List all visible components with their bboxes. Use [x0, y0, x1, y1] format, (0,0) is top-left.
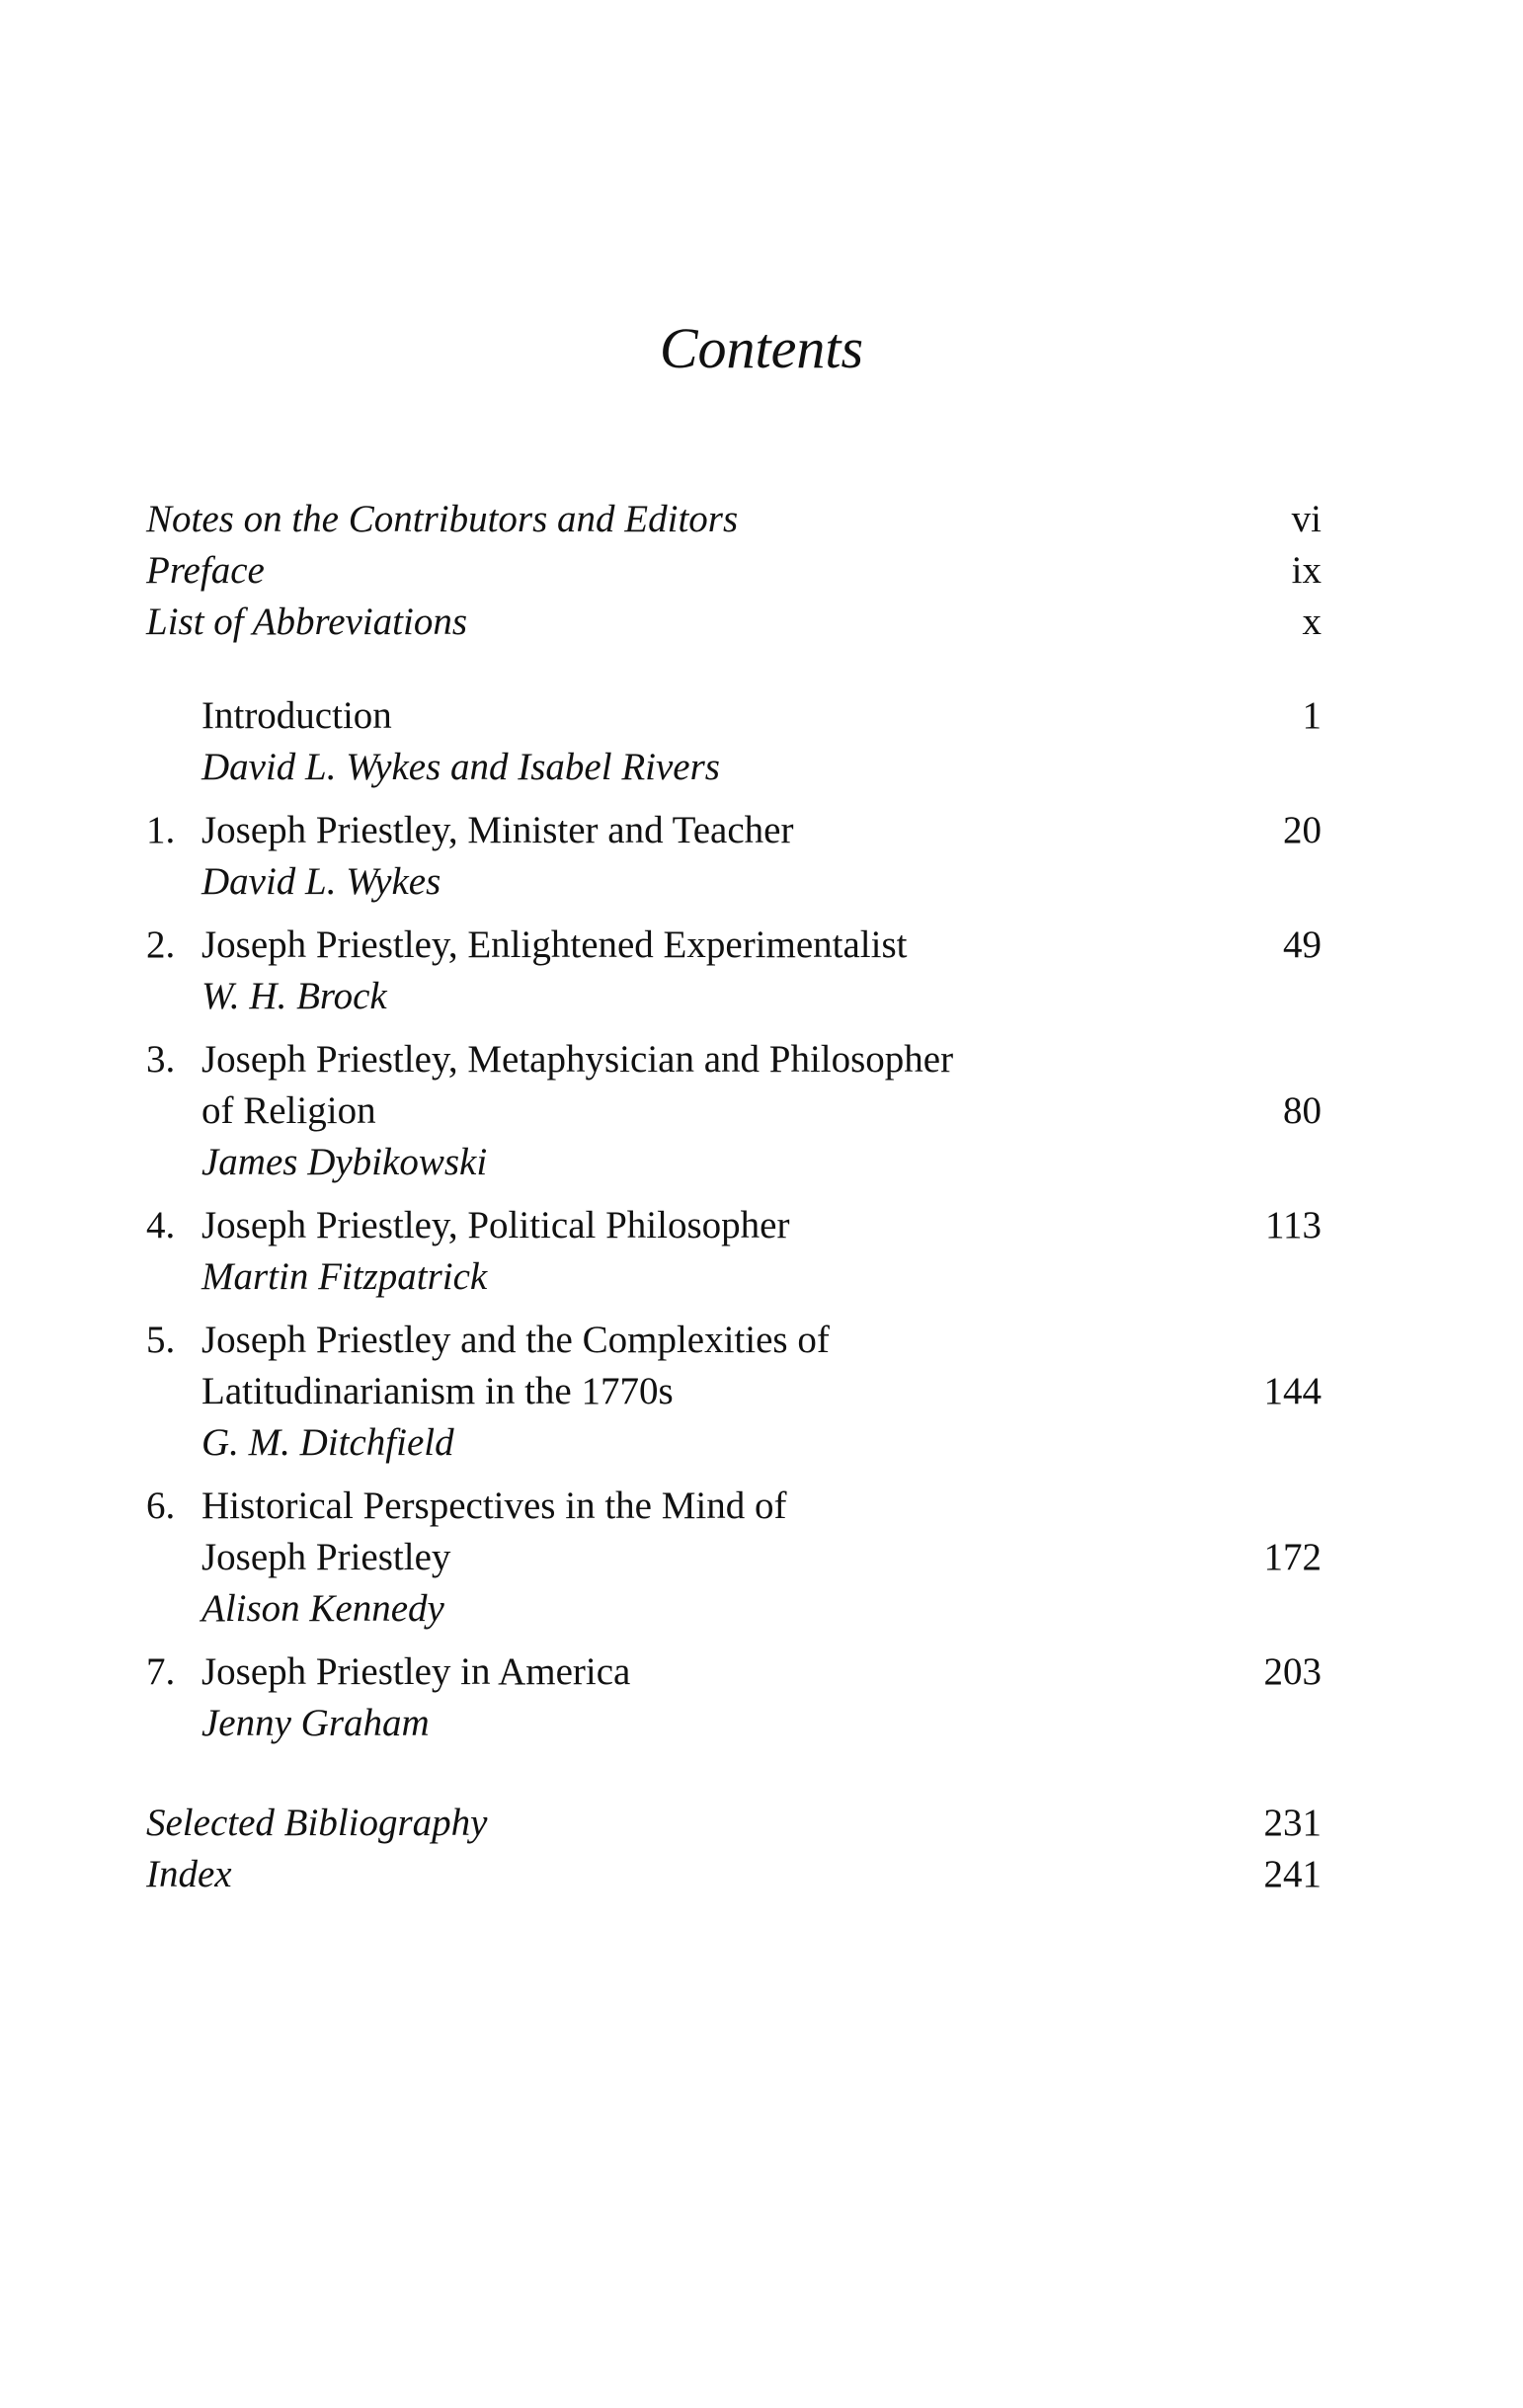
toc-entry-author	[146, 1583, 1322, 1635]
toc-page-number: 80	[1283, 1089, 1322, 1132]
chapter-title: Joseph Priestley in America	[201, 1650, 631, 1693]
toc-entry-label: List of Abbreviations	[146, 601, 468, 643]
chapter-title: Historical Perspectives in the Mind of	[201, 1485, 787, 1527]
toc-entry-author	[146, 856, 1322, 908]
chapter-title: Latitudinarianism in the 1770s	[201, 1370, 674, 1412]
chapter-title: Joseph Priestley, Minister and Teacher	[201, 809, 794, 851]
chapter-number: 1.	[146, 809, 176, 851]
toc-entry-front-matter	[146, 597, 1322, 648]
toc-entry-label: Preface	[146, 549, 265, 592]
chapter-title: Joseph Priestley, Political Philosopher	[201, 1204, 790, 1246]
toc-page-number: 49	[1283, 923, 1322, 966]
toc-entry-author	[146, 742, 1322, 793]
chapter-number: 6.	[146, 1485, 176, 1527]
toc-page-number: ix	[1291, 549, 1322, 592]
chapter-number: 4.	[146, 1204, 176, 1246]
table-of-contents	[146, 0, 1322, 2408]
chapter-number: 3.	[146, 1038, 176, 1081]
toc-author: W. H. Brock	[201, 975, 387, 1017]
toc-chapter-4	[146, 1200, 1322, 1251]
toc-chapter-3-continued	[146, 1085, 1322, 1137]
toc-page-number: 1	[1302, 694, 1322, 737]
chapter-title: Joseph Priestley, Metaphysician and Philosopher	[201, 1038, 954, 1081]
toc-page-number: 144	[1263, 1370, 1322, 1412]
toc-page-number: 113	[1264, 1204, 1322, 1246]
chapter-title: Joseph Priestley	[201, 1536, 451, 1578]
toc-chapter-6-continued	[146, 1532, 1322, 1583]
chapter-number: 7.	[146, 1650, 176, 1693]
toc-entry-author	[146, 1251, 1322, 1303]
toc-entry-label: Index	[146, 1853, 232, 1895]
toc-chapter-1	[146, 805, 1322, 856]
toc-page-number: 231	[1263, 1802, 1322, 1844]
toc-author: James Dybikowski	[201, 1141, 488, 1183]
toc-author: Jenny Graham	[201, 1702, 430, 1744]
toc-page-number: x	[1302, 601, 1322, 643]
toc-page-number: vi	[1291, 498, 1322, 540]
chapter-title: Joseph Priestley and the Complexities of	[201, 1319, 830, 1361]
toc-page-number: 241	[1263, 1853, 1322, 1895]
toc-entry-back-matter	[146, 1798, 1322, 1849]
toc-page-number: 203	[1263, 1650, 1322, 1693]
chapter-title: Joseph Priestley, Enlightened Experimentalist	[201, 923, 908, 966]
toc-entry-back-matter	[146, 1849, 1322, 1900]
toc-chapter-2	[146, 920, 1322, 971]
toc-page-number: 20	[1283, 809, 1322, 851]
toc-entry-author	[146, 971, 1322, 1022]
toc-author: Alison Kennedy	[201, 1587, 444, 1630]
toc-entry-label: Notes on the Contributors and Editors	[146, 498, 739, 540]
toc-chapter-5-continued	[146, 1366, 1322, 1417]
toc-author: David L. Wykes	[201, 860, 441, 903]
toc-entry-author	[146, 1137, 1322, 1188]
toc-entry-front-matter	[146, 545, 1322, 597]
toc-entry-author	[146, 1698, 1322, 1749]
toc-author: David L. Wykes and Isabel Rivers	[201, 746, 720, 788]
toc-entry-front-matter	[146, 494, 1322, 545]
toc-chapter-3	[146, 1034, 1322, 1085]
toc-chapter-5	[146, 1315, 1322, 1366]
toc-entry-introduction	[146, 690, 1322, 742]
chapter-title: of Religion	[201, 1089, 376, 1132]
toc-chapter-7	[146, 1646, 1322, 1698]
toc-author: G. M. Ditchfield	[201, 1421, 454, 1464]
chapter-number: 2.	[146, 923, 176, 966]
toc-entry-title: Introduction	[201, 694, 392, 737]
toc-entry-label: Selected Bibliography	[146, 1802, 488, 1844]
toc-page-number: 172	[1263, 1536, 1322, 1578]
toc-chapter-6	[146, 1481, 1322, 1532]
page-title: Contents	[659, 316, 864, 380]
chapter-number: 5.	[146, 1319, 176, 1361]
toc-entry-author	[146, 1417, 1322, 1469]
toc-author: Martin Fitzpatrick	[201, 1255, 488, 1298]
